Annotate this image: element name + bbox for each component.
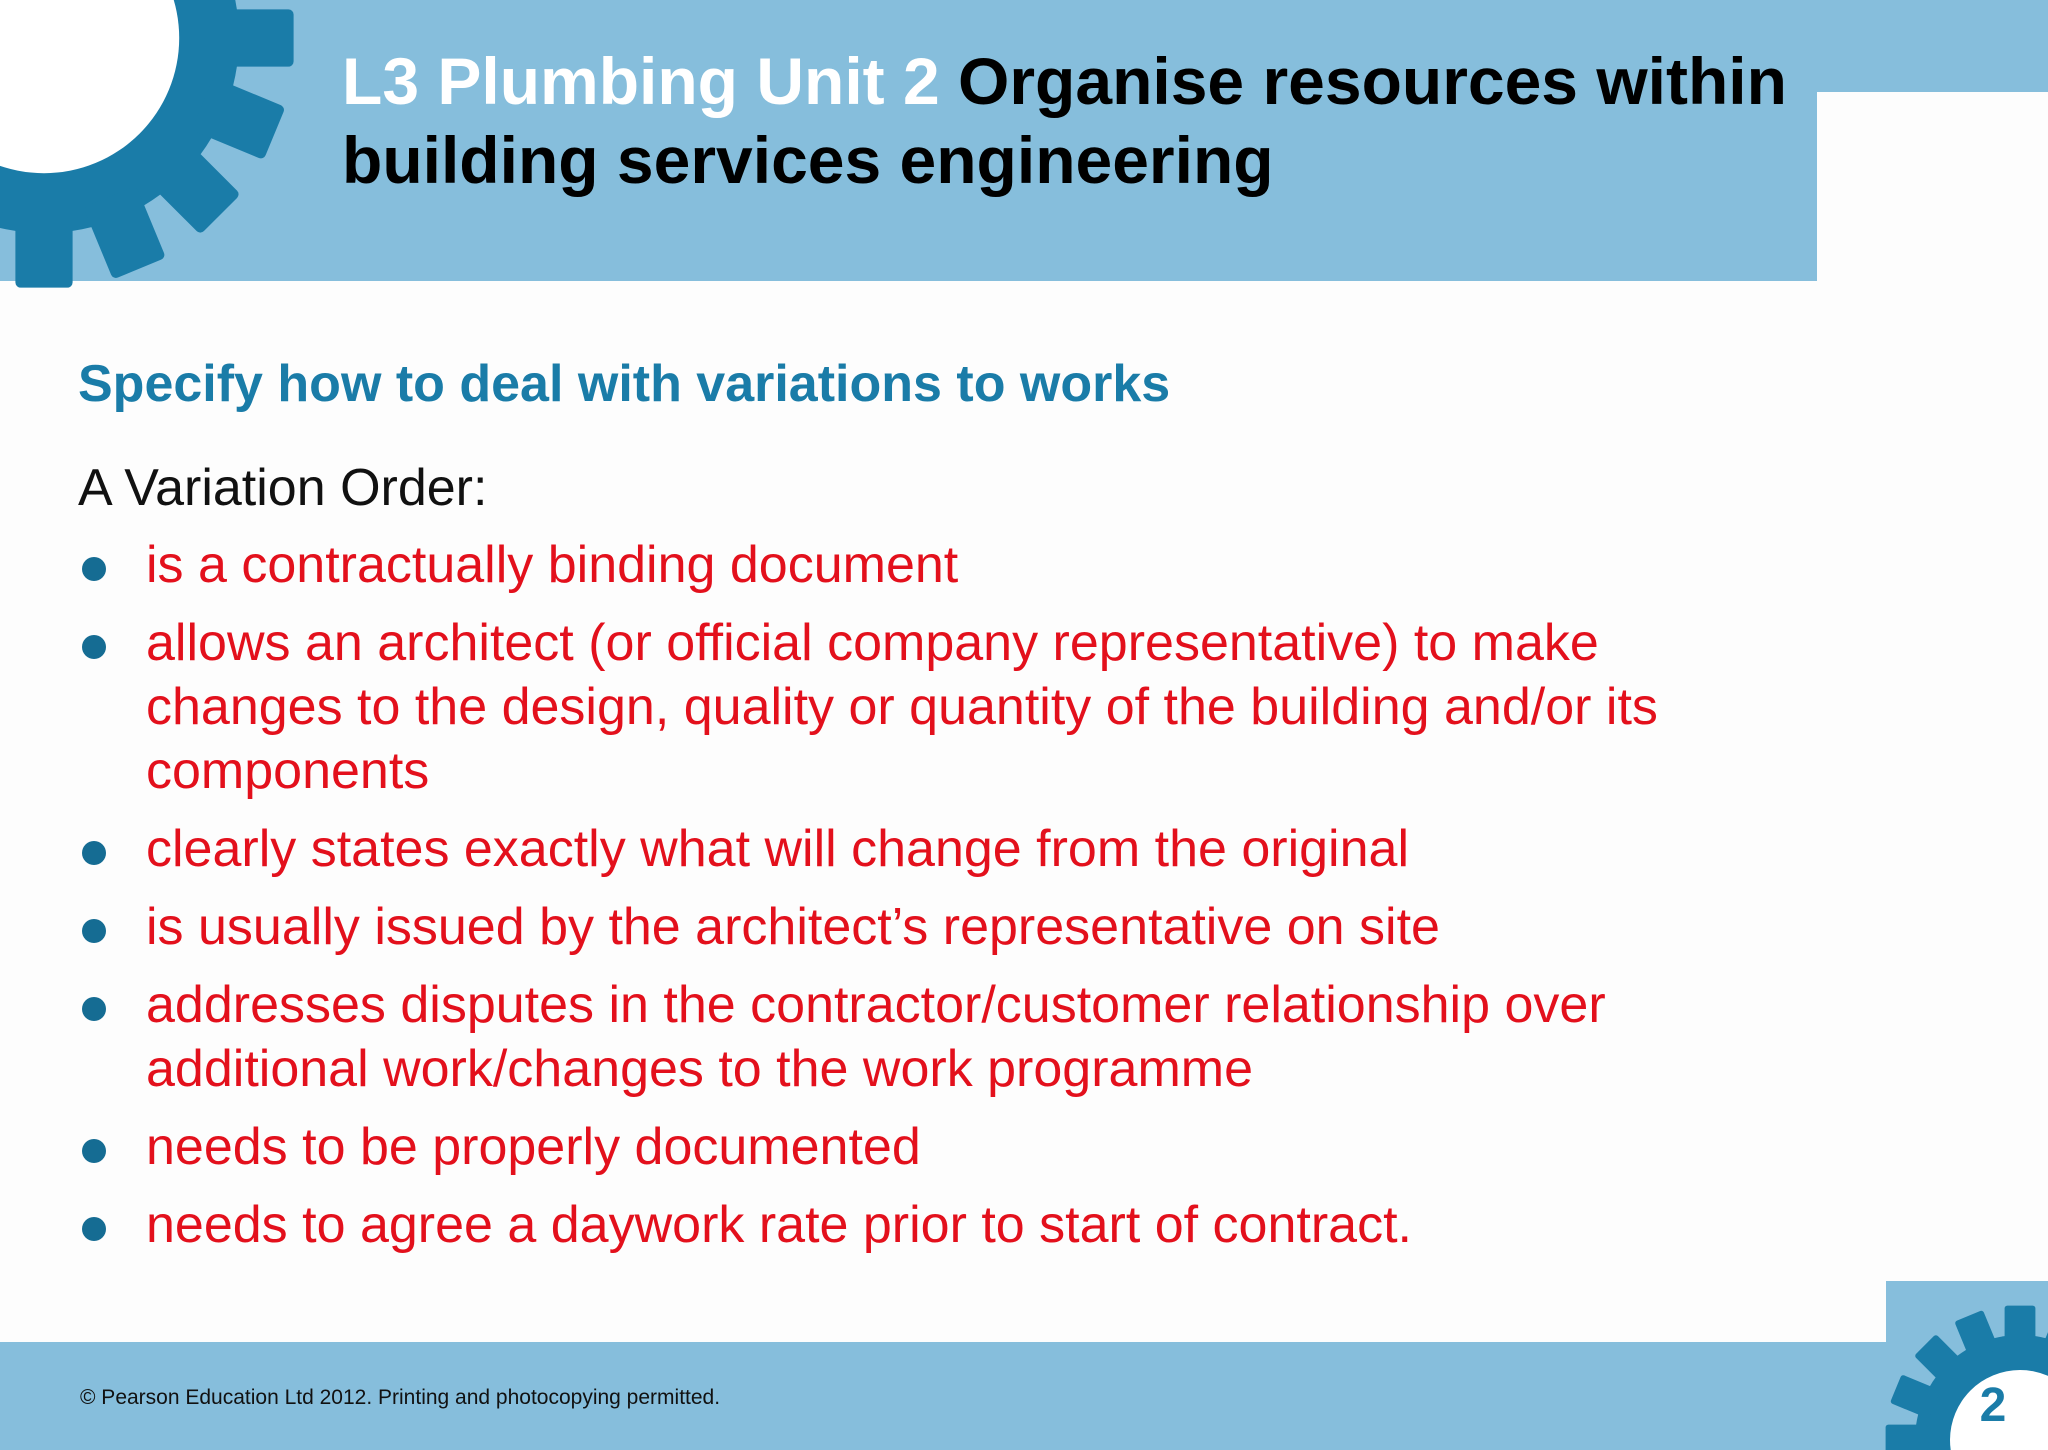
slide-title: [342, 42, 1812, 200]
gear-icon: [0, 0, 304, 298]
list-item: [78, 533, 1778, 597]
bullet-dot-icon: [82, 557, 106, 581]
list-item: [78, 973, 1778, 1101]
bullet-text: allows an architect (or official company representative) to make changes to the design, quality or quantity of the building and/or its components: [146, 614, 1658, 800]
list-item: [78, 1115, 1778, 1179]
header-corner: [1817, 0, 2048, 92]
list-item: [78, 817, 1778, 881]
page-number: 2: [1979, 1379, 2007, 1432]
bullet-dot-icon: [82, 1217, 106, 1241]
bullet-text: needs to agree a daywork rate prior to start of contract.: [146, 1196, 1412, 1254]
section-heading: Specify how to deal with variations to works: [78, 355, 1171, 413]
bullet-text: addresses disputes in the contractor/customer relationship over additional work/changes to the work programme: [146, 976, 1606, 1098]
title-main: Organise resources within building services engineering: [342, 44, 1787, 197]
list-item: [78, 1193, 1778, 1257]
bullet-dot-icon: [82, 997, 106, 1021]
bullet-text: needs to be properly documented: [146, 1118, 921, 1176]
bullet-text: is a contractually binding document: [146, 536, 959, 594]
title-prefix: L3 Plumbing Unit 2: [342, 44, 940, 118]
list-item: [78, 895, 1778, 959]
bullet-text: clearly states exactly what will change from the original: [146, 820, 1410, 878]
bullet-text: is usually issued by the architect’s representative on site: [146, 898, 1440, 956]
list-item: [78, 611, 1778, 803]
bullet-dot-icon: [82, 1139, 106, 1163]
intro-text: A Variation Order:: [78, 459, 488, 517]
bullet-dot-icon: [82, 841, 106, 865]
bullet-list: [78, 533, 1778, 1271]
bullet-dot-icon: [82, 635, 106, 659]
bullet-dot-icon: [82, 919, 106, 943]
copyright-notice: © Pearson Education Ltd 2012. Printing and photocopying permitted.: [80, 1386, 721, 1409]
